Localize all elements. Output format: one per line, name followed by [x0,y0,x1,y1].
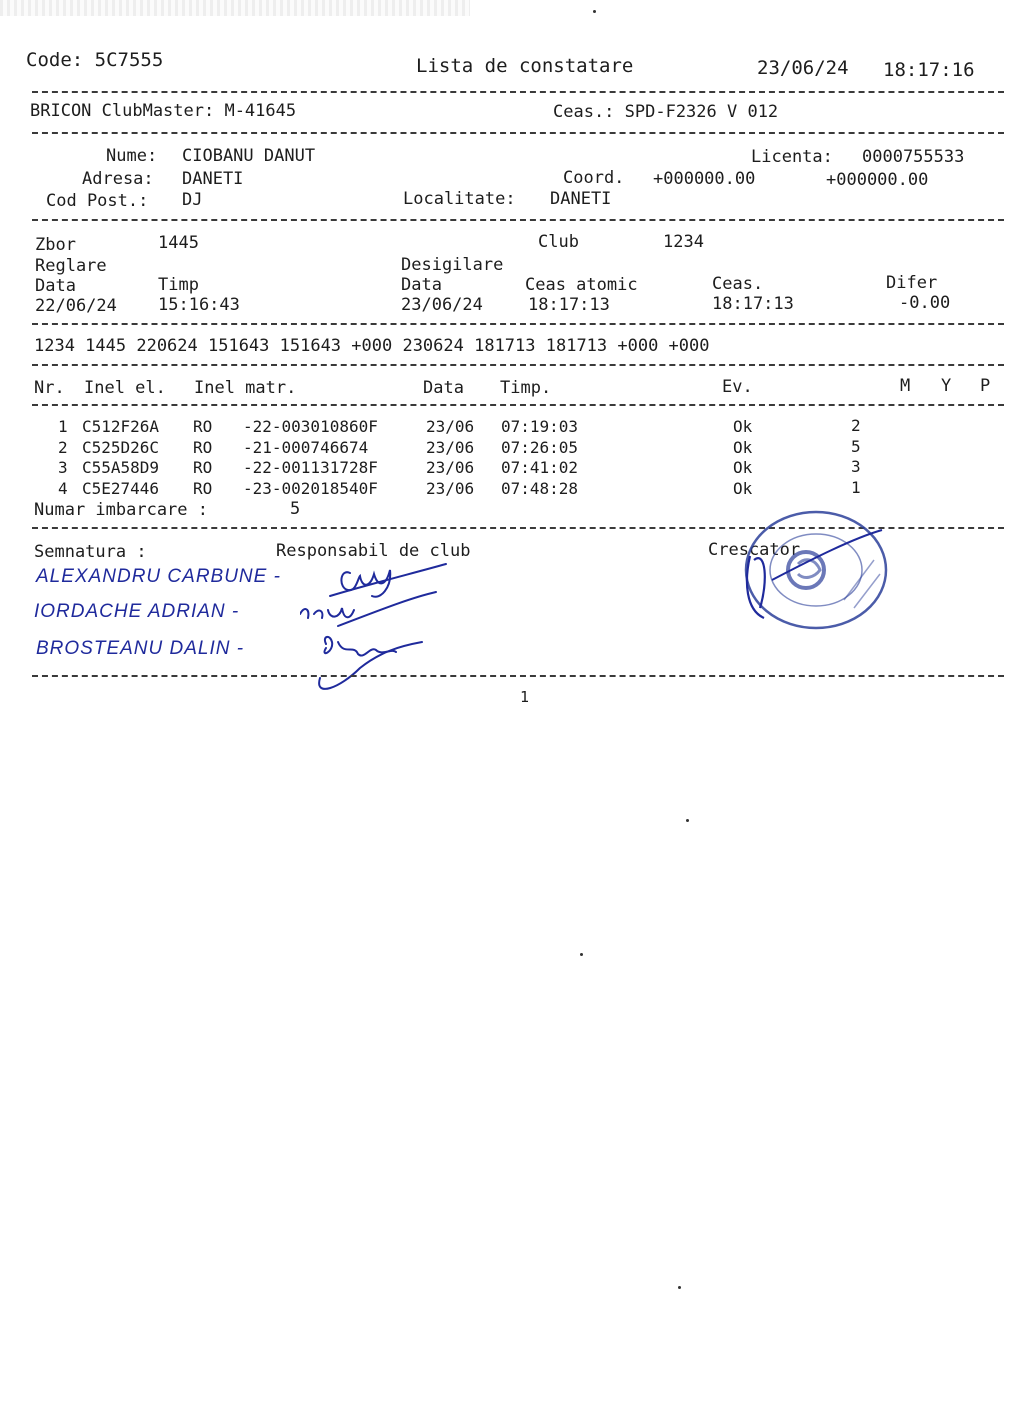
scan-speck [580,953,583,956]
row-nr: 4 [58,479,68,498]
zbor-value: 1445 [158,233,199,253]
divider [32,132,1004,134]
row-inel-el: C525D26C [82,438,160,457]
localitate-value: DANETI [550,189,612,209]
nume-value: CIOBANU DANUT [182,146,316,166]
divider [32,91,1004,93]
codpost-label: Cod Post.: [46,191,149,211]
official-stamp [724,490,894,640]
scan-noise [0,0,470,16]
row-timp: 07:48:28 [501,479,579,498]
handwritten-signatures [300,548,460,703]
col-m: M [900,376,911,396]
col-data: Data [423,378,464,398]
ceas-atomic-label: Ceas atomic [525,275,638,295]
divider [32,219,1004,221]
row-data: 23/06 [426,438,475,457]
scan-speck [678,1286,681,1289]
row-country: RO [193,479,213,498]
licenta-label: Licenta: [751,147,833,167]
reglare-data-value: 22/06/24 [35,296,117,316]
row-num: 3 [851,457,861,476]
header-time: 18:17:16 [883,59,975,81]
row-nr: 1 [58,417,68,436]
row-inel-matr: -23-002018540F [243,479,378,498]
handwritten-name: IORDACHE ADRIAN - [34,601,240,622]
reglare-data-label: Data [35,276,76,296]
zbor-label: Zbor [35,235,76,255]
divider [32,323,1004,325]
row-country: RO [193,438,213,457]
row-country: RO [193,417,213,436]
difer-value: -0.00 [899,293,951,313]
adresa-value: DANETI [182,169,244,189]
scan-speck [593,10,596,13]
col-inel-el: Inel el. [84,378,166,398]
row-country: RO [193,458,213,477]
row-ev: Ok [733,458,753,477]
imbarcare-value: 5 [290,499,301,519]
row-inel-el: C5E27446 [82,479,160,498]
desig-ceas-value: 18:17:13 [712,294,794,314]
responsabil-label: Responsabil de club [276,541,471,561]
row-nr: 2 [58,438,68,457]
document-title: Lista de constatare [416,55,634,77]
crescator-label: Crescator [708,540,801,560]
divider [32,675,1004,677]
row-ev: Ok [733,479,753,498]
localitate-label: Localitate: [403,189,516,209]
club-value: 1234 [663,232,704,252]
reglare-label: Reglare [35,256,107,276]
row-inel-matr: -22-001131728F [243,458,378,477]
col-inel-matr: Inel matr. [194,378,297,398]
code-line: 1234 1445 220624 151643 151643 +000 230624 181713 181713 +000 +000 [34,336,710,356]
difer-label: Difer [886,273,938,293]
desig-data-label: Data [401,275,442,295]
divider [32,364,1004,366]
row-num: 5 [851,437,861,456]
desig-atomic-value: 18:17:13 [528,295,610,315]
clock-label: Ceas.: SPD-F2326 V 012 [553,102,779,122]
coord-value-2: +000000.00 [826,170,929,190]
adresa-label: Adresa: [82,169,154,189]
code-label: Code: 5C7555 [26,49,164,71]
row-timp: 07:26:05 [501,438,579,457]
ceas-label: Ceas. [712,274,764,294]
col-ev: Ev. [722,377,753,397]
coord-label: Coord. [563,168,625,188]
desig-data-value: 23/06/24 [401,295,483,315]
row-data: 23/06 [426,458,475,477]
col-timp: Timp. [500,378,552,398]
col-y: Y [941,376,952,396]
row-num: 2 [851,416,861,435]
col-p: P [980,376,991,396]
reglare-timp-label: Timp [158,275,199,295]
row-nr: 3 [58,458,68,477]
clubmaster-label: BRICON ClubMaster: M-41645 [30,101,297,121]
scan-speck [686,819,689,822]
col-nr: Nr. [34,378,65,398]
row-data: 23/06 [426,417,475,436]
reglare-timp-value: 15:16:43 [158,295,240,315]
row-inel-el: C55A58D9 [82,458,160,477]
coord-value-1: +000000.00 [653,169,756,189]
header-date: 23/06/24 [757,57,849,79]
semnatura-label: Semnatura : [34,542,147,562]
codpost-value: DJ [182,190,203,210]
row-data: 23/06 [426,479,475,498]
handwritten-name: ALEXANDRU CARBUNE - [36,566,281,587]
nume-label: Nume: [106,146,158,166]
licenta-value: 0000755533 [862,147,965,167]
row-timp: 07:19:03 [501,417,579,436]
imbarcare-label: Numar imbarcare : [34,500,208,520]
club-label: Club [538,232,579,252]
row-timp: 07:41:02 [501,458,579,477]
desigilare-label: Desigilare [401,255,504,275]
divider [32,404,1004,406]
handwritten-name: BROSTEANU DALIN - [36,638,245,659]
row-inel-el: C512F26A [82,417,160,436]
row-ev: Ok [733,438,753,457]
row-inel-matr: -21-000746674 [243,438,369,457]
row-ev: Ok [733,417,753,436]
page-number: 1 [520,688,530,706]
row-num: 1 [851,478,861,497]
row-inel-matr: -22-003010860F [243,417,378,436]
